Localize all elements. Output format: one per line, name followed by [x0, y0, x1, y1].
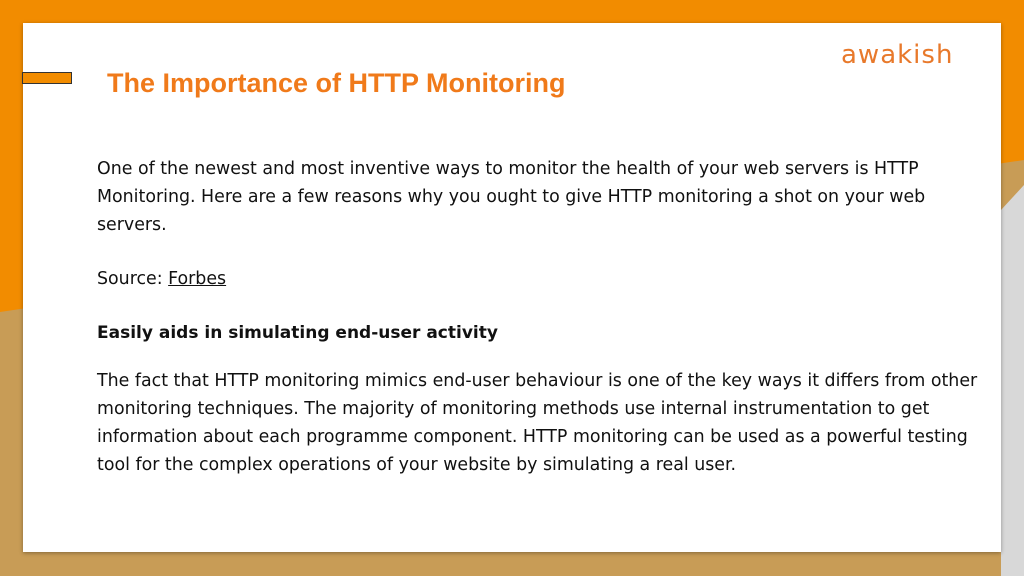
source-link-forbes[interactable]: Forbes [168, 269, 227, 289]
source-line [97, 265, 987, 293]
logo-text: awakish [841, 40, 954, 70]
title-accent-bar [22, 72, 72, 84]
section-paragraph: The fact that HTTP monitoring mimics end-user behaviour is one of the key ways it differs from other monitoring techniques. The majority of monitoring methods use internal instrumentation to get information about each programme component. HTTP monitoring can be used as a powerful testing tool for the complex operations of your website by simulating a real user. [97, 371, 978, 475]
awakish-logo [841, 37, 953, 73]
source-label: Source: [97, 269, 169, 289]
section-heading: Easily aids in simulating end-user activity [97, 323, 498, 343]
intro-paragraph: One of the newest and most inventive ways to monitor the health of your web servers is HTTP Monitoring. Here are a few reasons why you ought to give HTTP monitoring a shot on your web servers. [97, 159, 926, 235]
page-title: The Importance of HTTP Monitoring [107, 68, 566, 98]
